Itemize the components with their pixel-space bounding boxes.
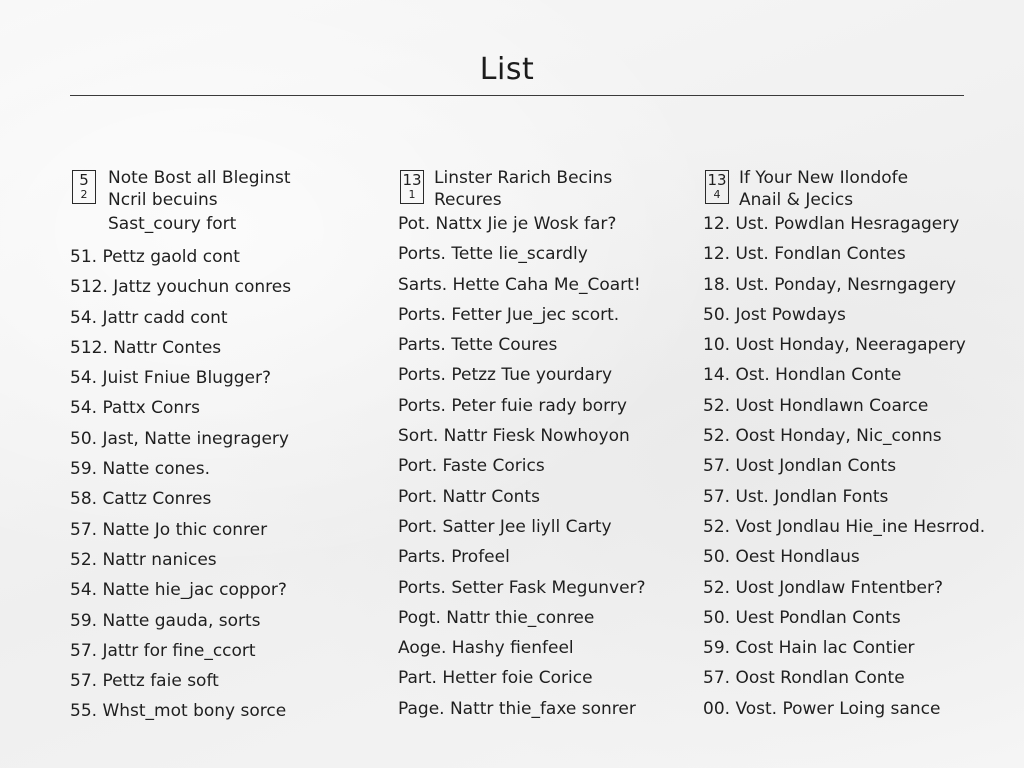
column-badge bbox=[72, 170, 96, 204]
list-item: Ports. Tette lie_scardly bbox=[398, 244, 588, 265]
column-subheading: Ncril becuins bbox=[108, 190, 218, 210]
list-item: Port. Faste Corics bbox=[398, 456, 545, 477]
list-item: Sort. Nattr Fiesk Nowhoyon bbox=[398, 426, 630, 447]
list-item: Ports. Peter fuie rady borry bbox=[398, 395, 627, 416]
list-column-3 bbox=[703, 168, 1003, 728]
list-item: 54. Jattr cadd cont bbox=[70, 307, 228, 328]
list-item: Ports. Fetter Jue_jec scort. bbox=[398, 304, 620, 325]
column-heading: Note Bost all Bleginst bbox=[108, 168, 291, 188]
list-item: 54. Pattx Conrs bbox=[70, 398, 201, 419]
list-item: 52. Uost Jondlaw Fntentber? bbox=[703, 577, 944, 598]
list-item: Aoge. Hashy fienfeel bbox=[398, 638, 574, 659]
column-badge bbox=[705, 170, 729, 204]
list-item: Page. Nattr thie_faxe sonrer bbox=[398, 698, 636, 719]
column-header bbox=[398, 168, 688, 246]
badge-number: 5 bbox=[79, 171, 89, 189]
list-column-2 bbox=[398, 168, 688, 728]
list-item: Port. Satter Jee liyll Carty bbox=[398, 516, 612, 537]
list-item: 14. Ost. Hondlan Conte bbox=[703, 365, 902, 386]
list-item: 52. Vost Jondlau Hie_ine Hesrrod. bbox=[703, 516, 986, 537]
list-item: 50. Jost Powdays bbox=[703, 304, 846, 325]
list-item: Ports. Setter Fask Megunver? bbox=[398, 577, 646, 598]
list-item: 00. Vost. Power Loing sance bbox=[703, 698, 941, 719]
column-subheading: Anail & Jecics bbox=[739, 190, 854, 210]
list-item: Sarts. Hette Caha Me_Coart! bbox=[398, 274, 641, 295]
badge-subnumber: 2 bbox=[80, 188, 88, 201]
badge-subnumber: 1 bbox=[408, 188, 416, 201]
list-item: 59. Natte gauda, sorts bbox=[70, 610, 261, 631]
list-item: 52. Nattr nanices bbox=[70, 549, 217, 570]
list-item: 51. Pettz gaold cont bbox=[70, 247, 240, 267]
list-item: Parts. Profeel bbox=[398, 547, 510, 568]
list-item: 10. Uost Honday, Neeragapery bbox=[703, 335, 966, 356]
column-header bbox=[70, 168, 380, 246]
item-list bbox=[398, 213, 688, 728]
list-item: Parts. Tette Coures bbox=[398, 335, 558, 356]
list-item: 12. Ust. Fondlan Contes bbox=[703, 244, 906, 265]
list-item: 512. Jattz youchun conres bbox=[70, 277, 292, 298]
list-item: 50. Uest Pondlan Conts bbox=[703, 607, 901, 628]
column-badge bbox=[400, 170, 424, 204]
list-item: Pot. Nattx Jie je Wosk far? bbox=[398, 214, 617, 234]
list-item: 52. Uost Hondlawn Coarce bbox=[703, 395, 929, 416]
list-item: 52. Oost Honday, Nic_conns bbox=[703, 426, 942, 447]
list-item: 57. Uost Jondlan Conts bbox=[703, 456, 897, 477]
list-item: 12. Ust. Powdlan Hesragagery bbox=[703, 214, 960, 234]
list-item: Port. Nattr Conts bbox=[398, 486, 540, 507]
list-item: Ports. Petzz Tue yourdary bbox=[398, 365, 613, 386]
list-item: 57. Ust. Jondlan Fonts bbox=[703, 486, 889, 507]
list-item: 57. Oost Rondlan Conte bbox=[703, 668, 905, 689]
column-subheading-2: Sast_coury fort bbox=[108, 214, 237, 234]
list-item: 59. Natte cones. bbox=[70, 459, 211, 480]
item-list bbox=[70, 246, 380, 731]
badge-number: 13 bbox=[402, 171, 422, 189]
item-list bbox=[703, 213, 1003, 728]
page-title: List bbox=[479, 52, 535, 87]
list-item: Part. Hetter foie Corice bbox=[398, 668, 593, 689]
list-item: 50. Oest Hondlaus bbox=[703, 547, 860, 568]
list-item: 512. Nattr Contes bbox=[70, 337, 222, 358]
list-item: 57. Pettz faie soft bbox=[70, 671, 219, 692]
list-item: 59. Cost Hain lac Contier bbox=[703, 638, 915, 659]
list-item: 54. Juist Fniue Blugger? bbox=[70, 368, 272, 389]
badge-number: 13 bbox=[707, 171, 727, 189]
list-column-1 bbox=[70, 168, 380, 731]
title-divider bbox=[70, 95, 964, 96]
list-item: 55. Whst_mot bony sorce bbox=[70, 701, 287, 722]
list-item: 54. Natte hie_jac coppor? bbox=[70, 580, 287, 601]
list-item: 18. Ust. Ponday, Nesrngagery bbox=[703, 274, 957, 295]
column-header bbox=[703, 168, 1003, 246]
list-item: Pogt. Nattr thie_conree bbox=[398, 607, 595, 628]
badge-subnumber: 4 bbox=[713, 188, 721, 201]
list-item: 57. Natte Jo thic conrer bbox=[70, 519, 268, 540]
list-item: 50. Jast, Natte inegragery bbox=[70, 428, 289, 449]
list-item: 58. Cattz Conres bbox=[70, 489, 212, 510]
column-heading: If Your New Ilondofe bbox=[739, 168, 909, 188]
column-heading: Linster Rarich Becins bbox=[434, 168, 613, 188]
column-subheading: Recures bbox=[434, 190, 502, 210]
list-item: 57. Jattr for fine_ccort bbox=[70, 640, 256, 661]
